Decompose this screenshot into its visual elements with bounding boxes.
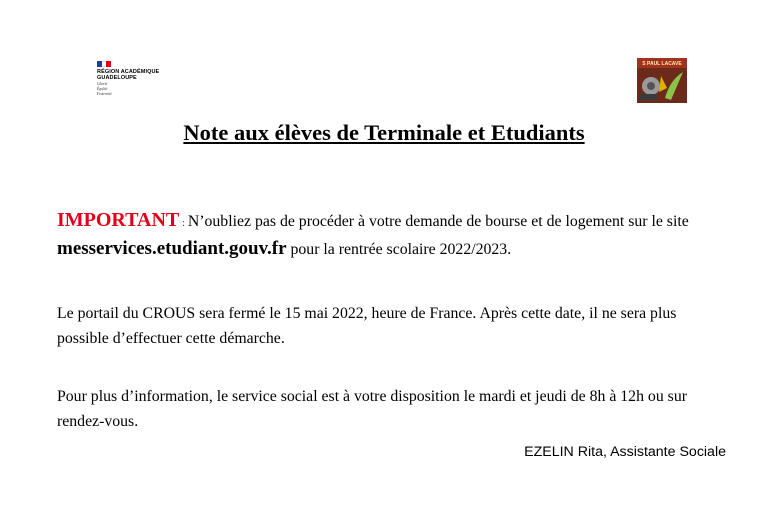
information-paragraph: Pour plus d’information, le service social est à votre disposition le mardi et jeudi de 8h à 12h ou sur rendez-vous. — [57, 388, 687, 430]
region-name-line2: GUADELOUPE — [97, 75, 137, 81]
region-academique-logo — [97, 61, 187, 101]
motto-egalite: Égalité — [97, 87, 108, 91]
signature: EZELIN Rita, Assistante Sociale — [524, 444, 726, 460]
school-logo-text: S PAUL LACAVE — [642, 61, 682, 67]
french-flag-icon — [97, 61, 111, 67]
school-logo — [637, 58, 687, 103]
important-label: IMPORTANT — [57, 209, 180, 231]
website-link: messervices.etudiant.gouv.fr — [57, 238, 287, 259]
motto-fraternite: Fraternité — [97, 92, 112, 96]
important-paragraph — [57, 208, 727, 262]
crous-portal-paragraph: Le portail du CROUS sera fermé le 15 mai 2022, heure de France. Après cette date, il ne sera plus possible d’effectuer cette démarche. — [57, 305, 677, 347]
document-title: Note aux élèves de Terminale et Etudiants — [183, 120, 585, 145]
important-text-part2: pour la rentrée scolaire 2022/2023. — [286, 241, 512, 258]
important-text-part1: N’oubliez pas de procéder à votre demande de bourse et de logement sur le site — [187, 213, 689, 230]
motto-liberte: Liberté — [97, 82, 108, 86]
important-colon: : — [179, 217, 188, 229]
region-name-line1: RÉGION ACADÉMIQUE — [97, 69, 160, 75]
